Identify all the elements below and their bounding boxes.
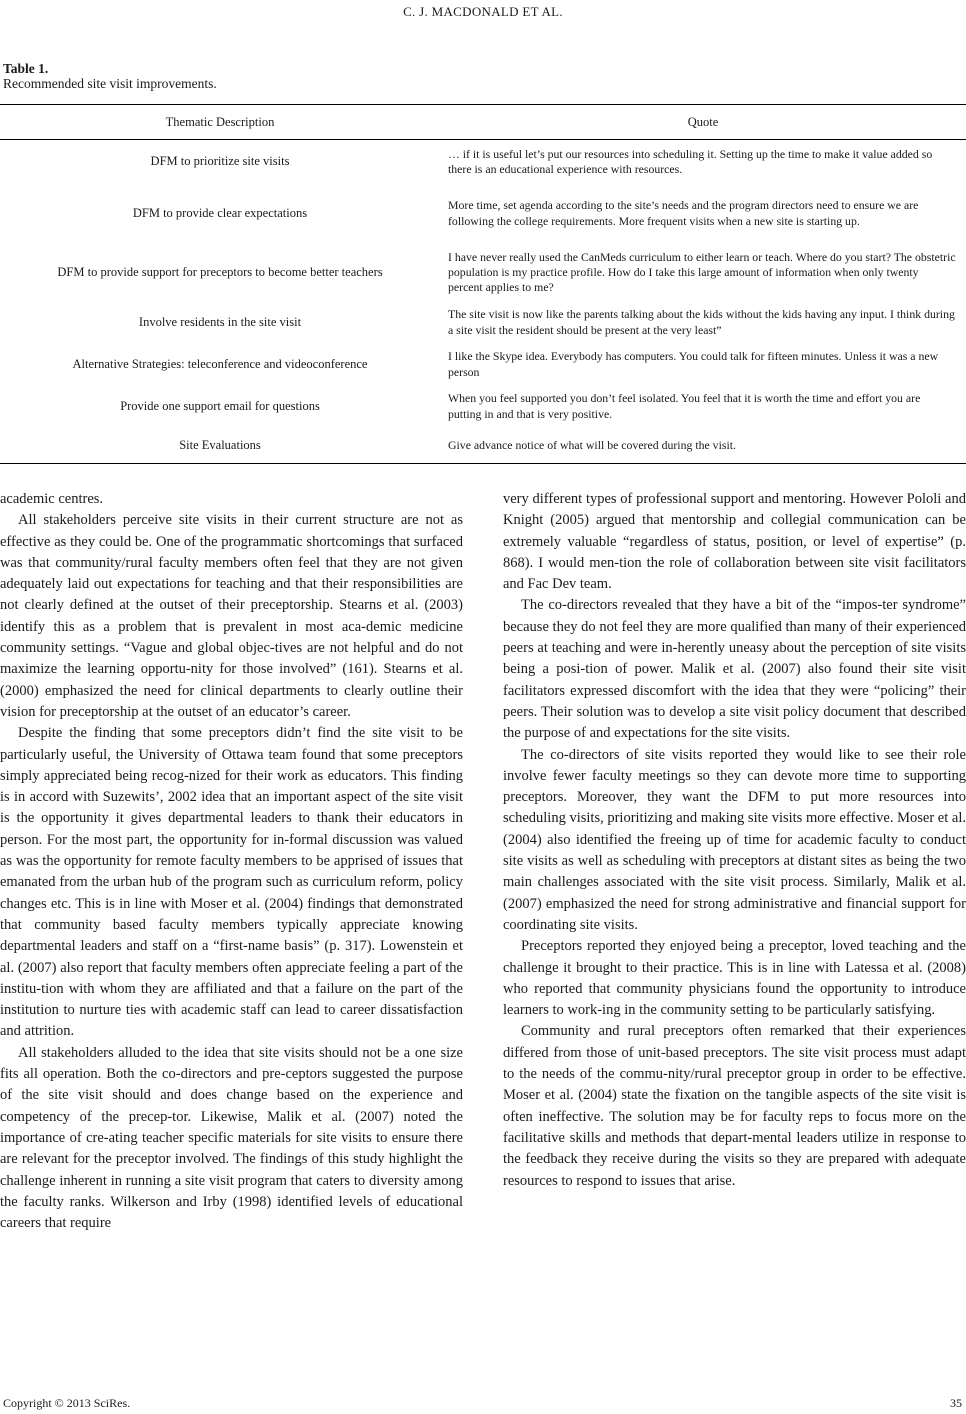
table-label: Table 1.	[3, 61, 49, 76]
quote-cell: Give advance notice of what will be covered during the visit.	[440, 428, 966, 464]
quote-cell: When you feel supported you don’t feel isolated. You feel that it is worth the time and effort you are putting in and that is very positive.	[448, 391, 921, 421]
theme-cell: DFM to provide clear expectations	[132, 206, 308, 220]
theme-cell: DFM to prioritize site visits	[150, 154, 290, 169]
paragraph: Community and rural preceptors often remarked that their experiences differed from those of unit-based preceptors. The site visit process must adapt to the needs of the commu-nity/rural preceptor group in order to be effective. Moser et al. (2004) state the fixation on the tangible aspects of the site visit is often ineffective. The solution may be for faculty reps to focus more on the facilitative skills and methods that depart-mental leaders utilize in response to the feedback they receive during the visits so they are prepared with adequate resources to respond to issues that arise.	[503, 1023, 966, 1189]
table-row	[0, 244, 966, 302]
body-text	[0, 489, 966, 1359]
table-row	[0, 428, 966, 464]
theme-cell: Alternative Strategies: teleconference and videoconference	[72, 357, 368, 371]
right-column	[503, 489, 966, 1192]
quote-cell: More time, set agenda according to the site’s needs and the program directors need to ensure we are following the college requirements. More frequent visits when a new site is starting up.	[448, 198, 919, 228]
quote-cell: The site visit is now like the parents talking about the kids without the kids having any input. I think during a site visit the resident should be present at the very least”	[448, 307, 955, 337]
theme-cell: DFM to provide support for preceptors to become better teachers	[57, 265, 383, 279]
theme-cell: Provide one support email for questions	[120, 399, 320, 413]
paragraph: very different types of professional support and mentoring. However Pololi and Knight (2005) argued that mentorship and collegial communication can be extremely valuable “regardless of status, position, or level of expertise” (p. 868). I would men-tion the role of collaboration between site visit facilitators and Fac Dev team.	[503, 491, 966, 593]
paragraph: Despite the finding that some preceptors didn’t find the site visit to be particularly useful, the University of Ottawa team found that some preceptors simply appreciated being recog-nized for their work as educators. This finding is in accord with Suzewits’, 2002 idea that an important aspect of the site visit is the opportunity it gives departmental leaders to thank their educators in person. For the most part, the opportunity for in-formal discussion was valued as was the opportunity for remote faculty members to be apprised of issues that emanated from the urban hub of the program such as curriculum reform, policy changes etc. This is in line with Moser et al. (2004) findings that demonstrated that community based faculty members typically appreciate knowing departmental leaders and staff on a “first-name basis” (p. 317). Lowenstein et al. (2007) also report that faculty members often appreciate feeling a part of the institu-tion with whom they are affiliated and that a failure on the part of the institution to nurture ties with academic staff can lead to career dissatisfaction and attrition.	[0, 725, 463, 1040]
column-header-quote: Quote	[440, 105, 966, 140]
paragraph: Preceptors reported they enjoyed being a preceptor, loved teaching and the challenge it brought to their practice. This is in line with Latessa et al. (2008) who reported that community physicians found the opportunity to introduce learners to work-ing in the community setting to be particularly satisfying.	[503, 938, 966, 1019]
paragraph: The co-directors revealed that they have a bit of the “impos-ter syndrome” because they do not feel they are more qualified than many of their experienced peers at teaching and were in-herently uneasy about the perception of site visits being a posi-tion of power. Malik et al. (2007) also found their site visit facilitators expressed discomfort with the idea that they were “policing” their peers. Their solution was to develop a site visit policy document that described the purpose of and expectations for the site visits.	[503, 597, 966, 742]
table-row	[0, 184, 966, 244]
theme-cell: Site Evaluations	[0, 428, 440, 464]
paragraph: The co-directors of site visits reported they would like to see their role involve fewer faculty meetings so they can devote more time to supporting preceptors. Moreover, they want the DFM to put more resources into scheduling visits, prioritizing and making site visits more effective. Moser et al. (2004) also identified the freeing up of time for academic faculty to conduct site visits as well as scheduling with preceptors at distant sites as being the two main challenges associated with the site visit process. Similarly, Malik et al. (2007) emphasized the need for strong administrative and financial support for coordinating site visits.	[503, 746, 966, 933]
quote-cell: … if it is useful let’s put our resources into scheduling it. Setting up the time to make it value added so there is an educational experience with resources.	[448, 146, 933, 176]
theme-cell: Involve residents in the site visit	[138, 315, 302, 329]
running-header: C. J. MACDONALD ET AL.	[403, 4, 563, 19]
table-title: Recommended site visit improvements.	[3, 76, 217, 91]
table-row	[0, 140, 966, 184]
quote-cell: I have never really used the CanMeds curriculum to either learn or teach. Where do you start? The obstetric population is my practice profile. How do I take this large amount of information when only twenty percent applies to me?	[448, 249, 956, 295]
table-row	[0, 344, 966, 386]
paragraph: academic centres.	[0, 491, 104, 507]
table-caption	[3, 61, 217, 91]
site-visit-table	[0, 104, 966, 464]
paragraph: All stakeholders alluded to the idea that site visits should not be a one size fits all operation. Both the co-directors and pre-ceptors suggested the purpose of the site visit should and does change based on the experience and competency of the precep-tor. Likewise, Malik et al. (2007) noted the importance of cre-ating teacher specific materials for site visits to ensure there are relevant for the preceptor involved. The findings of this study highlight the challenge inherent in running a site visit program that caters to diversity among the faculty ranks. Wilkerson and Irby (1998) identified levels of educational careers that require	[0, 1044, 463, 1232]
table-header-row	[0, 105, 966, 140]
quote-cell: I like the Skype idea. Everybody has computers. You could talk for fifteen minutes. Unless it was a new person	[448, 349, 939, 379]
table-row	[0, 302, 966, 344]
column-header-theme: Thematic Description	[0, 105, 440, 140]
copyright-notice: Copyright © 2013 SciRes.	[3, 1396, 131, 1410]
page-number: 35	[950, 1396, 962, 1410]
left-column	[0, 489, 463, 1234]
table-row	[0, 386, 966, 428]
paragraph: All stakeholders perceive site visits in their current structure are not as effective as they could be. One of the programmatic shortcomings that surfaced was that community/rural faculty members often feel that they are not given adequately laid out expectations for teaching and that their responsibilities are not clearly defined at the outset of their preceptorship. Stearns et al. (2003) identify this as a problem that is prevalent in most aca-demic medicine community settings. “Vague and global objec-tives are not helpful and do not maximize the learning opportu-nity for those involved” (161). Stearns et al. (2000) emphasized the need for clinical departments to clearly outline their vision for preceptorship at the outset of an educator’s career.	[0, 512, 463, 720]
